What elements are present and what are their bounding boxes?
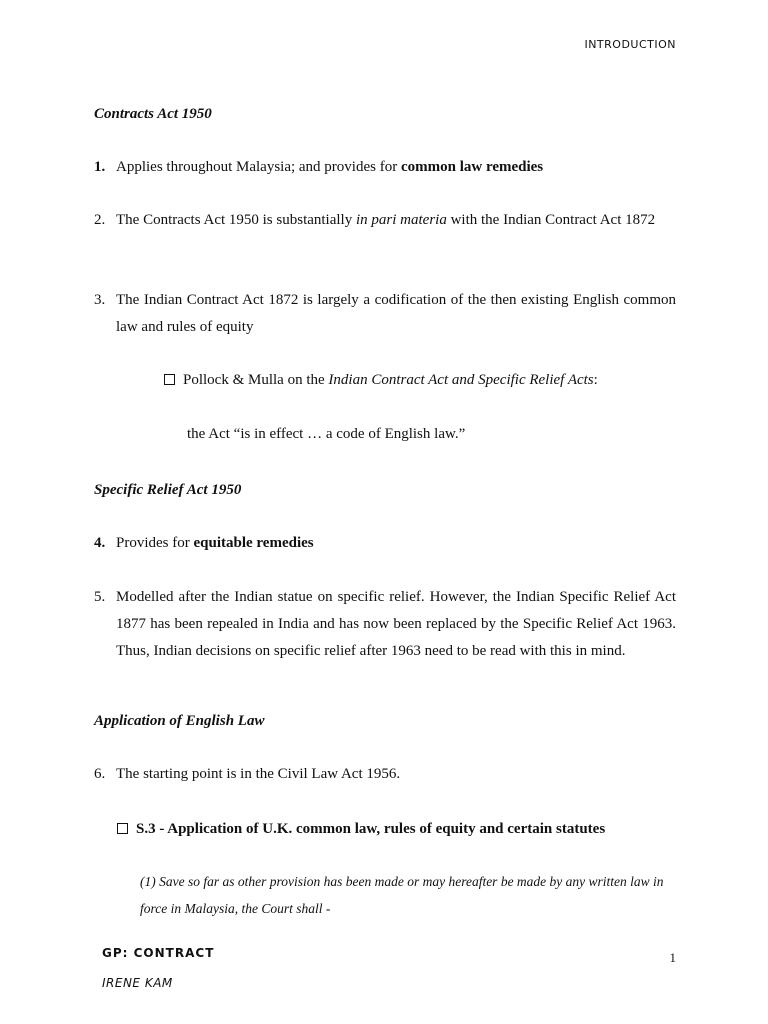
bullet-text: Pollock & Mulla on the [183, 372, 329, 388]
item-number: 2. [94, 212, 106, 228]
item-bold-text: common law remedies [400, 159, 544, 175]
bullet-italic-text: Indian Contract Act and Specific Relief Acts [328, 372, 594, 388]
bullet-text: : [593, 372, 598, 388]
section-heading-application-english-law: Application of English Law [94, 713, 265, 729]
item-number: 5. [94, 589, 106, 605]
item-number: 3. [94, 292, 106, 308]
item-italic-text: in pari materia [355, 212, 447, 228]
bullet-point [164, 367, 598, 394]
item-bold-text: equitable remedies [193, 535, 314, 551]
checkbox-square-icon [117, 823, 128, 834]
item-text: The Contracts Act 1950 is substantially [116, 212, 356, 228]
item-number: 1. [94, 159, 106, 175]
list-item [94, 154, 676, 181]
page-number: 1 [669, 950, 676, 965]
footer-course: GP: CONTRACT [102, 946, 215, 960]
statute-quote: (1) Save so far as other provision has been made or may hereafter be made by any written law in force in Malaysia, the Court shall - [140, 874, 664, 916]
bullet-point [117, 816, 605, 843]
checkbox-square-icon [164, 374, 175, 385]
list-item [94, 761, 676, 788]
item-text: Applies throughout Malaysia; and provides for [116, 159, 401, 175]
list-item [94, 584, 676, 665]
item-text: Modelled after the Indian statue on specific relief. However, the Indian Specific Relief Act 1877 has been repealed in India and has now been replaced by the Specific Relief Act 1963. Thus, Indian decisions on specific relief after 1963 need to be read with this in mind. [116, 589, 676, 659]
footer-author: IRENE KAM [102, 976, 173, 990]
list-item [94, 530, 676, 557]
item-text: with the Indian Contract Act 1872 [446, 212, 656, 228]
section-heading-specific-relief-act: Specific Relief Act 1950 [94, 482, 242, 498]
item-number: 4. [94, 535, 106, 551]
list-item [94, 207, 676, 234]
list-item [94, 287, 676, 341]
item-text: The Indian Contract Act 1872 is largely a codification of the then existing English common law and rules of equity [116, 292, 676, 335]
section-heading-contracts-act: Contracts Act 1950 [94, 106, 212, 122]
quote-text: the Act “is in effect … a code of English law.” [187, 426, 466, 442]
running-header: INTRODUCTION [584, 38, 676, 51]
bullet-bold-text: S.3 - Application of U.K. common law, rules of equity and certain statutes [136, 821, 606, 837]
item-number: 6. [94, 766, 106, 782]
item-text: The starting point is in the Civil Law Act 1956. [116, 766, 401, 782]
item-text: Provides for [116, 535, 194, 551]
